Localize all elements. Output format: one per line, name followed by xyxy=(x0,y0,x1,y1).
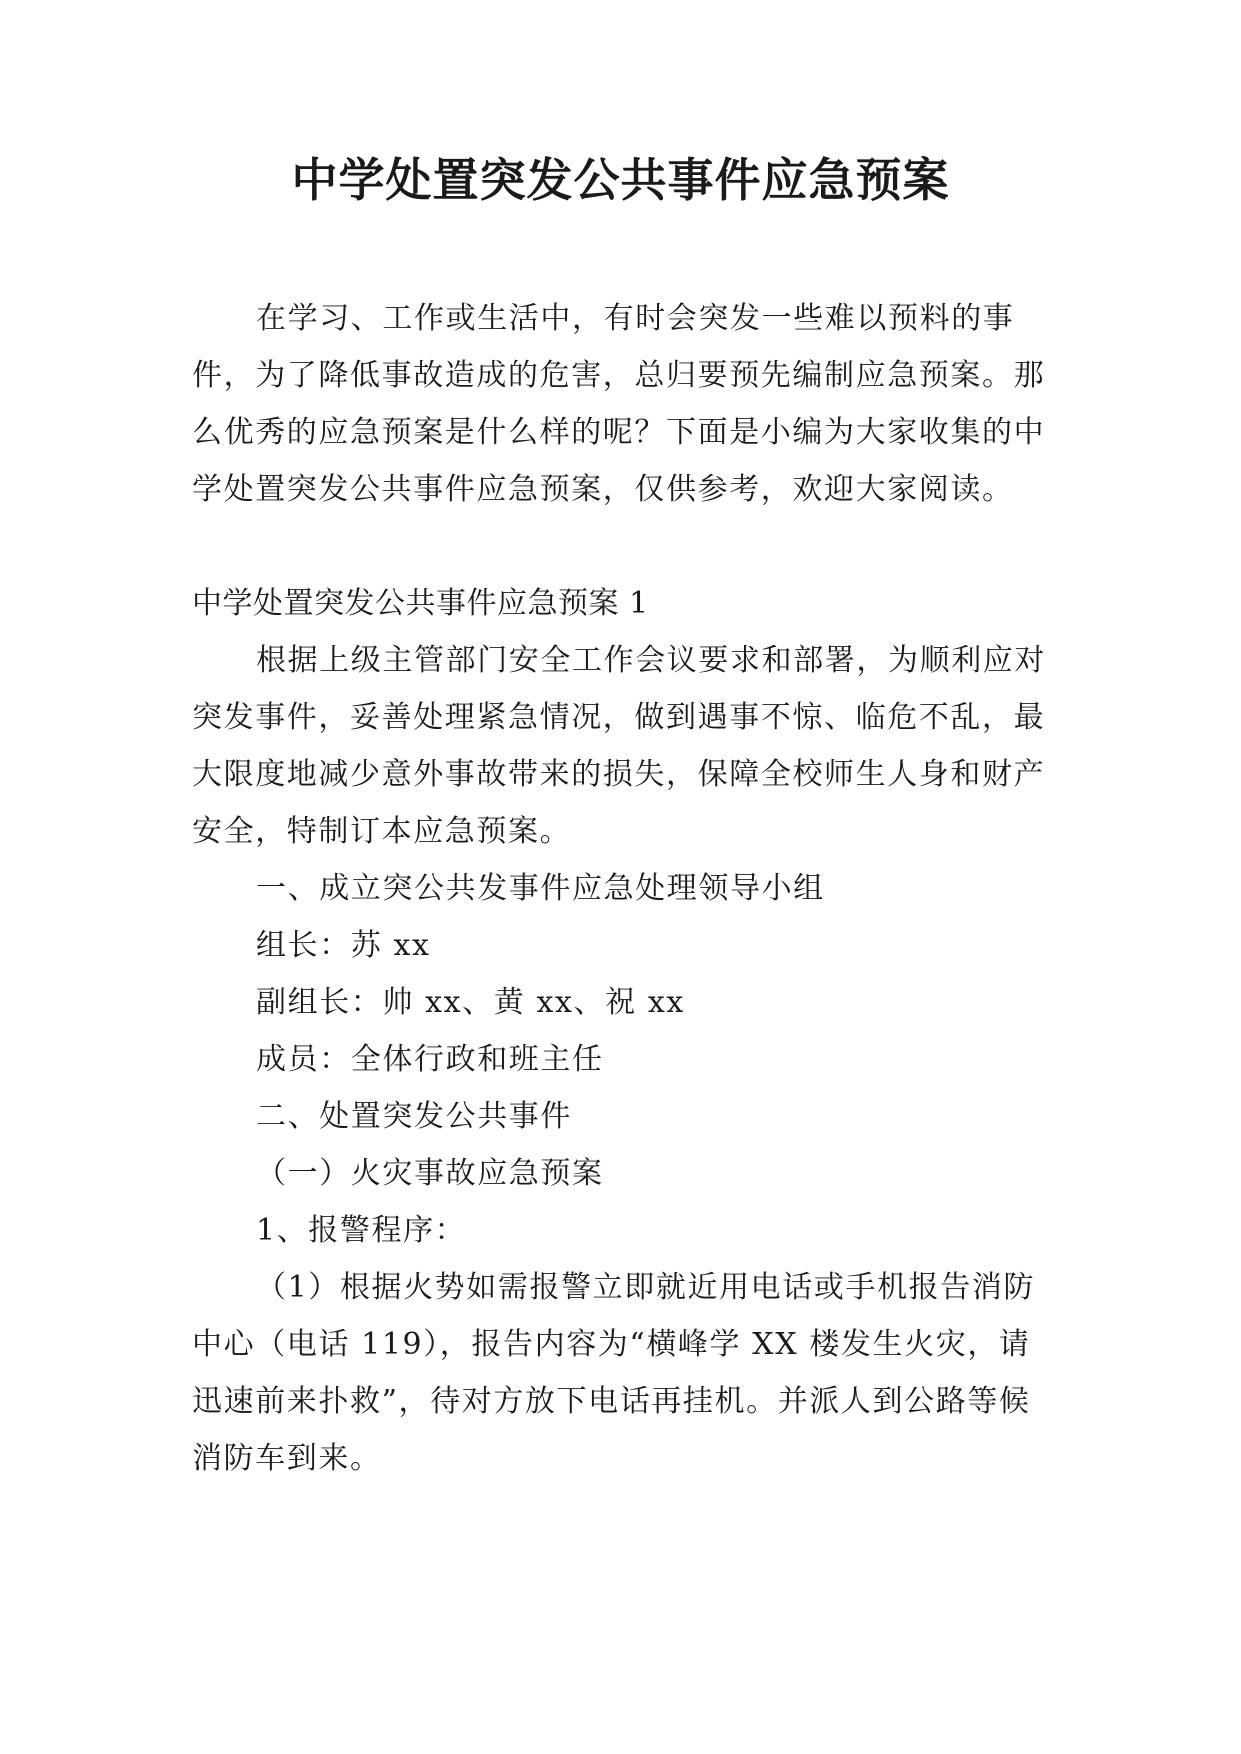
procedure-title: 1、报警程序： xyxy=(256,1213,467,1248)
group-leader-line: 组长：苏 xx xyxy=(256,928,431,963)
body-paragraph: 根据上级主管部门安全工作会议要求和部署，为顺利应对突发事件，妥善处理紧急情况，做到遇事不惊、临危不乱，最大限度地减少意外事故带来的损失，保障全校师生人身和财产安全，特制订本应急预案。 xyxy=(192,643,1046,849)
section-title-2: 二、处置突发公共事件 xyxy=(256,1099,572,1134)
members-line: 成员：全体行政和班主任 xyxy=(256,1042,604,1077)
paragraph-spacer xyxy=(192,518,1060,575)
section-heading: 中学处置突发公共事件应急预案 1 xyxy=(192,586,649,621)
procedure-paragraph: （1）根据火势如需报警立即就近用电话或手机报告消防中心（电话 119），报告内容为“横峰学 XX 楼发生火灾，请迅速前来扑救”，待对方放下电话再挂机。并派人到公路等候消防车到来。 xyxy=(192,1270,1036,1476)
document-body xyxy=(192,290,1060,1487)
intro-paragraph: 在学习、工作或生活中，有时会突发一些难以预料的事件，为了降低事故造成的危害，总归要预先编制应急预案。那么优秀的应急预案是什么样的呢？下面是小编为大家收集的中学处置突发公共事件应急预案，仅供参考，欢迎大家阅读。 xyxy=(192,301,1046,507)
section-title-1: 一、成立突公共发事件应急处理领导小组 xyxy=(256,871,825,906)
subsection-title: （一）火灾事故应急预案 xyxy=(256,1156,604,1191)
document-title: 中学处置突发公共事件应急预案 xyxy=(291,153,950,207)
deputy-leader-line: 副组长：帅 xx、黄 xx、祝 xx xyxy=(256,985,685,1020)
